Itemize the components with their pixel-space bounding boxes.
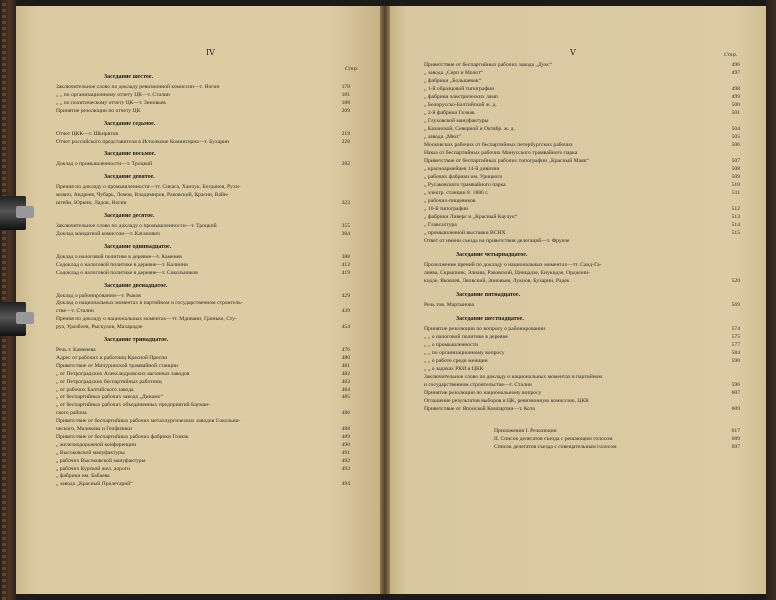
toc-entry	[424, 222, 740, 229]
toc-entry-text: Заключительное слово по докладу о национальных моментах в партийном	[424, 374, 602, 380]
toc-entry	[56, 450, 350, 457]
section-heading: Заседание шестнадцатое.	[456, 316, 524, 322]
toc-entry-text: „ от рабочих Балтийского завода	[56, 386, 134, 393]
toc-entry-text: „ „ о промышленности	[424, 342, 479, 348]
toc-entry	[56, 481, 350, 488]
toc-entry	[56, 473, 350, 480]
toc-entry	[56, 434, 350, 441]
toc-entry-page: 596	[731, 382, 740, 388]
toc-entry-page: 496	[731, 62, 740, 68]
toc-entry-text: Приветствие от беспартийных рабочих фабрики Гознак	[56, 433, 189, 440]
toc-entry-page: 511	[731, 190, 740, 196]
toc-entry-page: 574	[731, 326, 740, 332]
toc-entry-page: 483	[341, 378, 350, 385]
toc-entry	[56, 92, 350, 99]
toc-entry-page: 493	[341, 465, 350, 472]
toc-entry-text: „ от Петроградских Александровских вагонных заводов	[56, 370, 190, 377]
toc-entry	[56, 308, 350, 315]
toc-entry	[424, 94, 740, 101]
toc-entry-text: „ от беспартийных рабочих объединенных предприятий Бауман-	[56, 402, 210, 409]
toc-entry-text: „ „ по организационному вопросу	[424, 350, 505, 356]
toc-entry-page: 507	[731, 158, 740, 164]
toc-entry-page: 228	[341, 138, 350, 145]
toc-entry-text: „ от Петроградских беспартийных работниц	[56, 378, 162, 385]
binder-clip-icon	[0, 302, 26, 336]
toc-entry-text: „ „ о налоговой политике в деревне	[424, 334, 508, 340]
toc-entry	[56, 100, 350, 107]
toc-entry-text: Принятие резолюции по отчету ЦК	[56, 107, 141, 114]
toc-entry-text: „ железнодорожной конференции	[56, 441, 137, 448]
toc-entry	[424, 214, 740, 221]
toc-entry-text: Принятие резолюции по национальному вопросу	[424, 390, 542, 396]
right-page	[384, 6, 766, 594]
section-heading: Заседание одиннадцатое.	[104, 243, 172, 250]
toc-entry-text: Приложения I. Резолюции	[494, 428, 557, 434]
toc-entry-page: 485	[341, 394, 350, 401]
toc-entry	[494, 428, 740, 435]
toc-entry	[56, 131, 350, 138]
toc-entry-page: 181	[341, 91, 350, 98]
toc-entry-text: Содоклад о налоговой политике в деревне—т. Сокольников	[56, 269, 198, 276]
toc-entry-text: „ Русаковского трамвайного парка	[424, 182, 506, 188]
toc-entry-text: „ фабрики Ливерс и „Красный Каучук“	[424, 214, 518, 220]
toc-entry	[56, 458, 350, 465]
section-heading: Заседание пятнадцатое.	[456, 292, 521, 298]
toc-entry	[56, 254, 350, 261]
book-gutter	[380, 6, 390, 594]
toc-entry-text: кидзе, Яковлев, Ляхвский, Зиновьев, Лукнов, Бухарин, Радек	[424, 278, 570, 284]
toc-entry-text: „ „ о работе среди женщин	[424, 358, 488, 364]
toc-entry-text: „ Главсахтура	[424, 222, 457, 228]
toc-entry-text: стве—т. Сталин	[56, 308, 94, 315]
toc-entry	[56, 192, 350, 199]
toc-entry-text: Наказ от беспартийных рабочих Минусского трамвайного парка	[424, 150, 578, 156]
toc-entry	[424, 342, 740, 349]
toc-entry-text: Заключительное слово по докладу о промышленности—т. Троцкий	[56, 223, 217, 229]
toc-entry	[56, 231, 350, 238]
toc-entry-text: „ красноармейцев 14-й дивизии	[424, 166, 500, 172]
toc-entry-text: Ответ от имени съезда на приветствия делегаций—т. Фрунзе	[424, 238, 570, 244]
section-heading: Заседание двенадцатое.	[104, 282, 168, 289]
toc-entry	[56, 355, 350, 362]
toc-entry	[424, 326, 740, 333]
toc-entry-page: 501	[731, 110, 740, 116]
toc-entry-page: 188	[341, 99, 350, 106]
toc-entry	[424, 86, 740, 93]
toc-entry-page: 512	[731, 206, 740, 212]
toc-entry	[424, 230, 740, 237]
toc-entry	[56, 387, 350, 394]
toc-entry-page: 584	[731, 350, 740, 356]
section-heading: Заседание тринадцатое.	[104, 337, 169, 343]
toc-entry	[424, 166, 740, 173]
book-cover-right	[766, 0, 776, 600]
toc-entry	[56, 379, 350, 386]
toc-entry	[424, 190, 740, 197]
toc-entry-page: 491	[341, 449, 350, 456]
toc-entry-text: „ завода „Серп и Молот“	[424, 70, 483, 76]
toc-entry-text: „ рабочих Высоковской мануфактуры	[56, 457, 146, 464]
toc-entry-text: „ 16-й типографии	[424, 206, 469, 212]
toc-entry	[494, 444, 740, 451]
toc-entry-page: 515	[731, 230, 740, 236]
section-heading: Заседание шестое.	[104, 74, 154, 80]
section-heading: Заседание девятое.	[104, 174, 155, 181]
toc-entry-text: Приветствие от Японской Компартии—т. Кото	[424, 406, 536, 412]
toc-entry-text: Московских рабочих от беспартийных петербургских рабочих	[424, 142, 573, 148]
toc-entry-page: 497	[731, 70, 740, 76]
toc-entry-text: „ рабочих Курской жел. дороги	[56, 465, 131, 472]
toc-entry-text: Доклад о национальных моментах в партийном и государственном строитель-	[56, 300, 243, 307]
toc-entry-text: II. Список делегатов съезда с решающим голосом	[494, 436, 613, 442]
toc-entry	[56, 347, 350, 354]
toc-entry-text: „ промышленной выставки ВСНХ	[424, 230, 506, 236]
toc-entry-page: 520	[731, 278, 740, 284]
toc-entry-page: 498	[731, 86, 740, 92]
toc-entry-text: „ Казанской, Северной и Октябр. ж. д.	[424, 126, 515, 132]
toc-entry	[56, 262, 350, 269]
section-heading: Заседание десятое.	[104, 213, 155, 219]
section-heading: Заседание восьмое.	[104, 151, 156, 158]
book-cover-left	[0, 0, 16, 600]
toc-entry-page: 412	[341, 261, 350, 268]
toc-entry-text: „ 1-й образцовой типографии	[424, 86, 495, 92]
toc-entry	[494, 436, 740, 443]
toc-entry	[424, 350, 740, 357]
toc-entry	[424, 206, 740, 213]
toc-entry-text: „ от беспартийных рабочих завода „Динамо“	[56, 394, 163, 401]
toc-entry	[424, 142, 740, 149]
toc-entry-text: Приветствие от беспартийных рабочих типографии „Красный Маяк“	[424, 158, 589, 164]
toc-entry	[424, 126, 740, 133]
toc-entry	[56, 426, 350, 433]
toc-entry	[56, 223, 350, 230]
toc-entry-text: „ рабочих-пищевиков	[424, 198, 476, 204]
toc-entry-text: „ фабрики электрических ламп	[424, 94, 498, 100]
toc-entry	[56, 270, 350, 277]
toc-entry	[424, 118, 740, 125]
toc-entry	[56, 394, 350, 401]
toc-entry-page: 513	[731, 214, 740, 220]
toc-entry-text: Отчет российского представителя в Исполкоме Коминтерна—т. Бухарин	[56, 138, 229, 145]
toc-entry-text: Приветствие от беспартийных рабочих металлургических заводов Сокольни-	[56, 418, 241, 425]
toc-entry	[56, 410, 350, 417]
toc-entry-text: Приветствие от Мичуринской трамвайной станции	[56, 362, 178, 369]
toc-entry-page: 209	[341, 107, 350, 114]
toc-entry-page: 219	[341, 130, 350, 137]
toc-entry-text: руа, Уразбоев, Рыскулов, Махарадзе	[56, 324, 143, 331]
toc-entry-text: „ рабочих фабрики им. Урицкого	[424, 174, 503, 180]
toc-entry-text: „ 2-й фабрики Гознак	[424, 110, 475, 116]
toc-entry-page: 384	[341, 230, 350, 237]
toc-entry	[424, 110, 740, 117]
toc-entry	[424, 134, 740, 141]
section-heading: Заседание седьмое.	[104, 120, 156, 127]
toc-entry-page: 509	[731, 174, 740, 180]
toc-entry-text: Доклад мандатной комиссии—т. Каганович	[56, 230, 160, 237]
toc-entry	[424, 62, 740, 69]
toc-entry-text: „ Белорусско-Балтийской ж. д.	[424, 102, 497, 108]
toc-entry-page: 484	[341, 386, 350, 393]
toc-entry	[56, 139, 350, 146]
toc-entry-page: 388	[341, 253, 350, 260]
toc-entry	[424, 302, 740, 309]
toc-entry-page: 419	[341, 269, 350, 276]
toc-entry-text: Речь т. Каменева	[56, 347, 96, 353]
toc-entry	[424, 366, 740, 373]
toc-entry	[424, 182, 740, 189]
toc-entry-text: „ фабрики им. Бабаева	[56, 473, 110, 480]
binder-clip-icon	[0, 196, 26, 230]
toc-entry-text: Прения по докладу о национальных моментах—тт. Мдивани, Гринько, Сту-	[56, 316, 237, 323]
toc-entry-page: 178	[341, 84, 350, 90]
toc-entry-page: 607	[731, 390, 740, 396]
toc-entry-text: „ завода „Красный Пролетарий“	[56, 481, 133, 488]
toc-entry	[424, 334, 740, 341]
toc-entry-page: 488	[341, 426, 350, 432]
right-page-col-header: Стр.	[724, 52, 738, 58]
toc-entry	[56, 300, 350, 307]
toc-entry	[56, 363, 350, 370]
section-heading: Заседание четырнадцатое.	[456, 252, 528, 258]
toc-entry	[56, 161, 350, 168]
toc-entry	[424, 78, 740, 85]
toc-entry-text: ского района	[56, 410, 87, 417]
toc-entry-text: лиева, Скрыпник, Элиава, Раковский, Цинцадзе, Енукидзе, Орджони-	[424, 270, 590, 276]
toc-entry-page: 500	[731, 102, 740, 108]
toc-entry-text: „ „ о задачах РКИ и ЦКК	[424, 366, 484, 372]
toc-entry-text: Содоклад о налоговой политике в деревне—т. Калинин	[56, 261, 188, 268]
toc-entry	[56, 466, 350, 473]
toc-entry	[56, 418, 350, 425]
toc-entry-text: Доклад о налоговой политике в деревне—т. Каменев	[56, 253, 182, 260]
toc-entry	[424, 398, 740, 405]
toc-entry-text: „ Глуховской мануфактуры	[424, 118, 489, 124]
toc-entry-page: 494	[341, 481, 350, 488]
toc-entry	[56, 184, 350, 191]
toc-entry-text: Отчет ЦКК—т. Шкирятов	[56, 130, 119, 137]
toc-entry-text: и государственном строительстве—т. Сталин	[424, 382, 532, 388]
toc-entry-page: 480	[341, 354, 350, 361]
toc-entry-page: 569	[731, 302, 740, 308]
toc-entry-page: 454	[341, 324, 350, 331]
toc-entry-text: Прозолжение прений по докладу о национальных моментах—тт. Саид-Га-	[424, 262, 602, 268]
toc-entry-page: 617	[731, 428, 740, 434]
toc-entry-page: 486	[341, 410, 350, 417]
toc-entry	[56, 316, 350, 323]
toc-entry-page: 609	[731, 406, 740, 412]
toc-entry	[424, 278, 740, 285]
toc-entry	[56, 108, 350, 115]
toc-entry-page: 482	[341, 370, 350, 377]
toc-entry-page: 355	[341, 223, 350, 229]
toc-entry	[56, 324, 350, 331]
toc-entry-text: ческого, Маликова и Геофизики	[56, 426, 132, 432]
toc-entry	[424, 390, 740, 397]
toc-entry-page: 492	[341, 457, 350, 464]
toc-entry-page: 697	[731, 444, 740, 450]
toc-entry-text: Речь тов. Мартынова	[424, 302, 474, 308]
left-page-folio: IV	[206, 48, 215, 57]
toc-entry-page: 429	[341, 292, 350, 299]
toc-entry-page: 575	[731, 334, 740, 340]
toc-entry-page: 323	[341, 200, 350, 207]
toc-entry	[424, 102, 740, 109]
toc-entry	[424, 262, 740, 269]
toc-entry-page: 489	[341, 433, 350, 440]
toc-entry-page: 476	[341, 347, 350, 353]
toc-entry-text: Прения по докладу о промышленности—тт. Сикага, Ханчук, Богданов, Рухи-	[56, 184, 241, 191]
toc-entry	[56, 442, 350, 449]
toc-entry	[56, 371, 350, 378]
toc-entry	[424, 406, 740, 413]
toc-entry-text: „ завода „Мюз“	[424, 134, 461, 140]
toc-entry	[424, 270, 740, 277]
toc-entry	[56, 200, 350, 207]
toc-entry-page: 508	[731, 166, 740, 172]
toc-entry-text: „ Высоковской мануфактуры	[56, 449, 125, 456]
toc-entry	[424, 382, 740, 389]
toc-entry-page: 577	[731, 342, 740, 348]
toc-entry-page: 689	[731, 436, 740, 442]
toc-entry-page: 514	[731, 222, 740, 228]
toc-entry-text: Оглашение результатов выборов в ЦК, ревизионную комиссию, ЦКК	[424, 398, 589, 404]
toc-entry-page: 504	[731, 126, 740, 132]
toc-entry-text: штейн, Юркин, Ладов, Ногин	[56, 200, 127, 207]
toc-entry-page: 481	[341, 362, 350, 369]
toc-entry-text: „ фабрики „Большевик“	[424, 78, 482, 84]
toc-entry-text: „ электр. станции 8. 1886 г.	[424, 190, 489, 196]
toc-entry-text: Доклад о промышленности—т. Троцкий	[56, 161, 153, 168]
toc-entry-text: Адрес от рабочих и работниц Красной Пресни	[56, 354, 168, 361]
toc-entry	[56, 84, 350, 91]
left-page-col-header: Стр.	[345, 66, 359, 72]
toc-entry-text: Список делегатов съезда с совещательным голосом	[494, 444, 617, 450]
toc-entry-page: 510	[731, 182, 740, 188]
toc-entry	[424, 158, 740, 165]
toc-entry	[424, 150, 740, 157]
toc-entry-page: 505	[731, 134, 740, 140]
toc-entry	[424, 174, 740, 181]
toc-entry-text: Принятие резолюции по вопросу о районировании	[424, 326, 546, 332]
toc-entry-text: Заключительное слово по докладу ревизионной комиссии—т. Ногин	[56, 84, 220, 90]
toc-entry-text: „ „ по политическому отчету ЦК—т. Зиновьев	[56, 99, 166, 106]
toc-entry-text: Доклад о районировании—т. Рыков	[56, 292, 141, 299]
toc-entry	[56, 402, 350, 409]
toc-entry-page: 506	[731, 142, 740, 148]
toc-entry	[424, 198, 740, 205]
toc-entry	[56, 293, 350, 300]
left-page	[16, 6, 384, 594]
toc-entry-page: 590	[731, 358, 740, 364]
toc-entry	[424, 374, 740, 381]
toc-entry	[424, 70, 740, 77]
toc-entry-page: 282	[341, 161, 350, 168]
toc-entry-page: 439	[341, 308, 350, 315]
toc-entry-text: Приветствие от беспартийных рабочих завода „Дукс“	[424, 62, 552, 68]
right-page-folio: V	[570, 48, 576, 57]
toc-entry-page: 499	[731, 94, 740, 100]
toc-entry	[424, 358, 740, 365]
toc-entry-text: „ „ по организационному отчету ЦК—т. Сталин	[56, 91, 170, 98]
toc-entry-page: 490	[341, 441, 350, 448]
toc-entry-text: мович, Андреев, Чубарь, Ломов, Владимиров, Раковский, Красин, Вайн-	[56, 192, 229, 199]
toc-entry	[424, 238, 740, 245]
